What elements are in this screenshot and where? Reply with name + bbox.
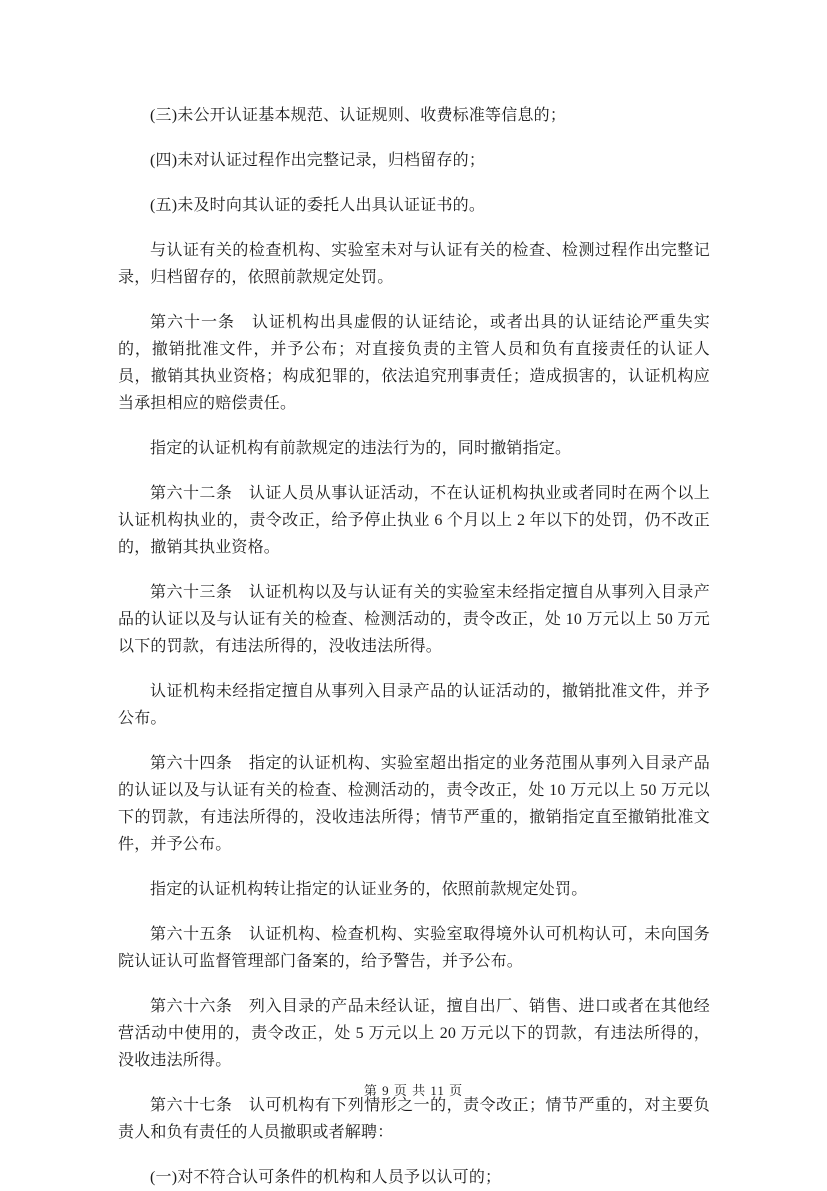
paragraph: 认证机构未经指定擅自从事列入目录产品的认证活动的，撤销批准文件，并予公布。 — [118, 683, 710, 727]
paragraph: 指定的认证机构转让指定的认证业务的，依照前款规定处罚。 — [150, 881, 588, 898]
paragraph: 第六十七条 认可机构有下列情形之一的，责令改正；情节严重的，对主要负责人和负有责任的人员撤职或者解聘： — [118, 1097, 710, 1141]
paragraph: 第六十三条 认证机构以及与认证有关的实验室未经指定擅自从事列入目录产品的认证以及与认证有关的检查、检测活动的，责令改正，处 10 万元以上 50 万元以下的罚款，有违法所得的，没收违法所得。 — [118, 584, 710, 655]
paragraph: 第六十一条 认证机构出具虚假的认证结论，或者出具的认证结论严重失实的，撤销批准文件，并予公布；对直接负责的主管人员和负有直接责任的认证人员，撤销其执业资格；构成犯罪的，依法追究刑事责任；造成损害的，认证机构应当承担相应的赔偿责任。 — [118, 314, 710, 412]
paragraph: (五)未及时向其认证的委托人出具认证证书的。 — [150, 197, 486, 214]
paragraph: 指定的认证机构有前款规定的违法行为的，同时撤销指定。 — [150, 440, 572, 457]
paragraph: 第六十四条 指定的认证机构、实验室超出指定的业务范围从事列入目录产品的认证以及与认证有关的检查、检测活动的，责令改正，处 10 万元以上 50 万元以下的罚款，有违法所得的，没收违法所得；情节严重的，撤销指定直至撤销批准文件，并予公布。 — [118, 755, 710, 853]
paragraph: (四)未对认证过程作出完整记录，归档留存的； — [150, 152, 486, 169]
paragraph: 与认证有关的检查机构、实验室未对与认证有关的检查、检测过程作出完整记录，归档留存的，依照前款规定处罚。 — [118, 242, 710, 286]
paragraph: 第六十二条 认证人员从事认证活动，不在认证机构执业或者同时在两个以上认证机构执业的，责令改正，给予停止执业 6 个月以上 2 年以下的处罚，仍不改正的，撤销其执业资格。 — [118, 485, 710, 556]
page-footer — [0, 1082, 827, 1100]
document-body — [118, 102, 710, 1191]
paragraph: (一)对不符合认可条件的机构和人员予以认可的； — [150, 1169, 502, 1186]
page-number-indicator: 第 9 页 共 11 页 — [363, 1083, 464, 1098]
paragraph: 第六十六条 列入目录的产品未经认证，擅自出厂、销售、进口或者在其他经营活动中使用的，责令改正，处 5 万元以上 20 万元以下的罚款，有违法所得的，没收违法所得。 — [118, 998, 710, 1069]
paragraph: 第六十五条 认证机构、检查机构、实验室取得境外认可机构认可，未向国务院认证认可监督管理部门备案的，给予警告，并予公布。 — [118, 926, 710, 970]
paragraph: (三)未公开认证基本规范、认证规则、收费标准等信息的； — [150, 107, 567, 124]
